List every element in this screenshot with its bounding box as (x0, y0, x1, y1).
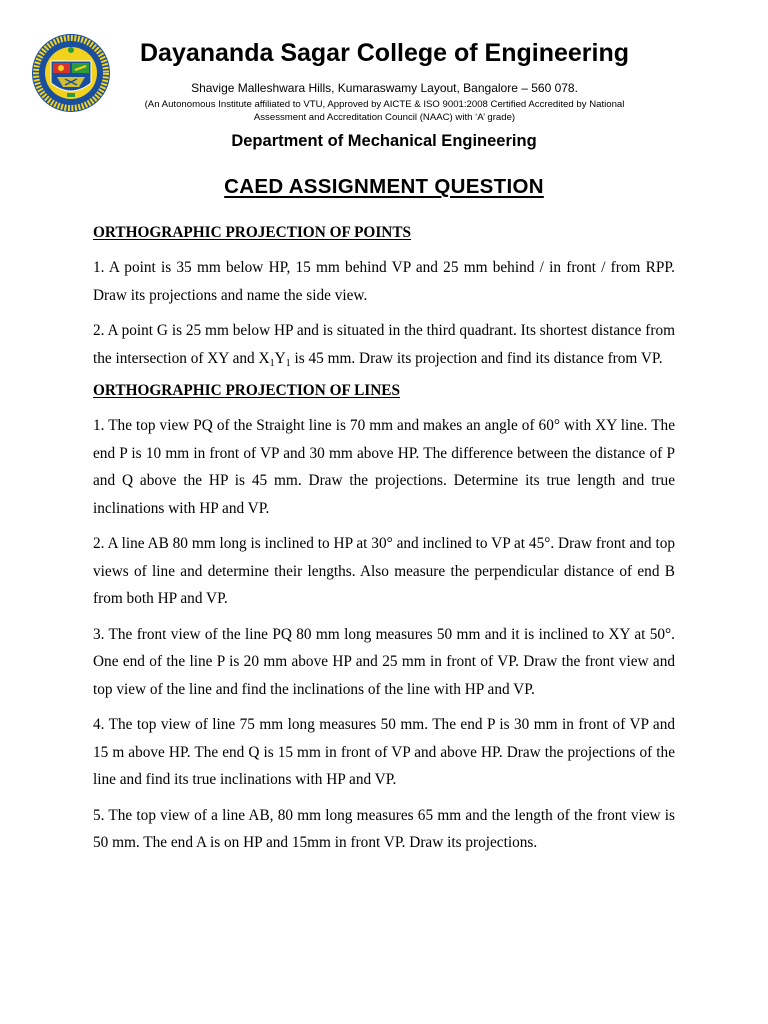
section-points (93, 222, 675, 372)
college-name: Dayananda Sagar College of Engineering (139, 39, 629, 67)
department-name: Department of Mechanical Engineering (231, 132, 537, 150)
subscript: 1 (285, 357, 291, 369)
affiliation-line-1: (An Autonomous Institute affiliated to VTU, Approved by AICTE & ISO 9001:2008 Certified Accredited by National (144, 99, 625, 110)
affiliation-line-2: Assessment and Accreditation Council (NAAC) with ‘A’ grade) (253, 112, 516, 123)
document-body (93, 222, 675, 865)
question-item: 1. The top view PQ of the Straight line is 70 mm and makes an angle of 60° with XY line. The end P is 10 mm in front of VP and 30 mm above HP. The difference between the distance of P and Q above the HP is 45 mm. Draw the projections. Determine its true length and true inclinations with HP and VP. (93, 417, 675, 517)
question-item (93, 317, 675, 372)
question-text: Y (274, 349, 286, 367)
section-lines (93, 380, 675, 857)
document-title-text: CAED ASSIGNMENT QUESTION (224, 175, 544, 198)
question-item: 1. A point is 35 mm below HP, 15 mm behind VP and 25 mm behind / in front / from RPP. Draw its projections and name the side view. (93, 259, 675, 304)
question-item: 4. The top view of line 75 mm long measures 50 mm. The end P is 30 mm in front of VP and 15 m above HP. The end Q is 15 mm in front of VP and above HP. Draw the projections of the line and find its true inclinations with HP and VP. (93, 716, 675, 788)
section-heading: ORTHOGRAPHIC PROJECTION OF POINTS (93, 224, 412, 241)
question-text: 2. A point G is 25 mm below HP and is situated in the third quadrant. Its shortest distance from the intersection of XY and X (93, 322, 675, 367)
college-emblem-icon (31, 33, 111, 113)
section-heading: ORTHOGRAPHIC PROJECTION OF LINES (93, 382, 400, 399)
college-address: Shavige Malleshwara Hills, Kumaraswamy Layout, Bangalore – 560 078. (191, 81, 578, 95)
question-item: 3. The front view of the line PQ 80 mm long measures 50 mm and it is inclined to XY at 50°. One end of the line P is 20 mm above HP and 25 mm in front of VP. Draw the front view and top view of the line and find the inclinations of the line with HP and VP. (93, 625, 675, 698)
question-text: is 45 mm. Draw its projection and find its distance from VP. (290, 349, 663, 367)
college-logo (31, 33, 111, 113)
document-header (112, 36, 657, 124)
subscript: 1 (269, 357, 275, 369)
question-item: 5. The top view of a line AB, 80 mm long measures 65 mm and the length of the front view is 50 mm. The end A is on HP and 15mm in front VP. Draw its projections. (93, 806, 675, 851)
question-item: 2. A line AB 80 mm long is inclined to HP at 30° and inclined to VP at 45°. Draw front and top views of line and determine their lengths. Also measure the perpendicular distance of end B from both HP and VP. (93, 535, 675, 607)
document-title (0, 173, 768, 201)
